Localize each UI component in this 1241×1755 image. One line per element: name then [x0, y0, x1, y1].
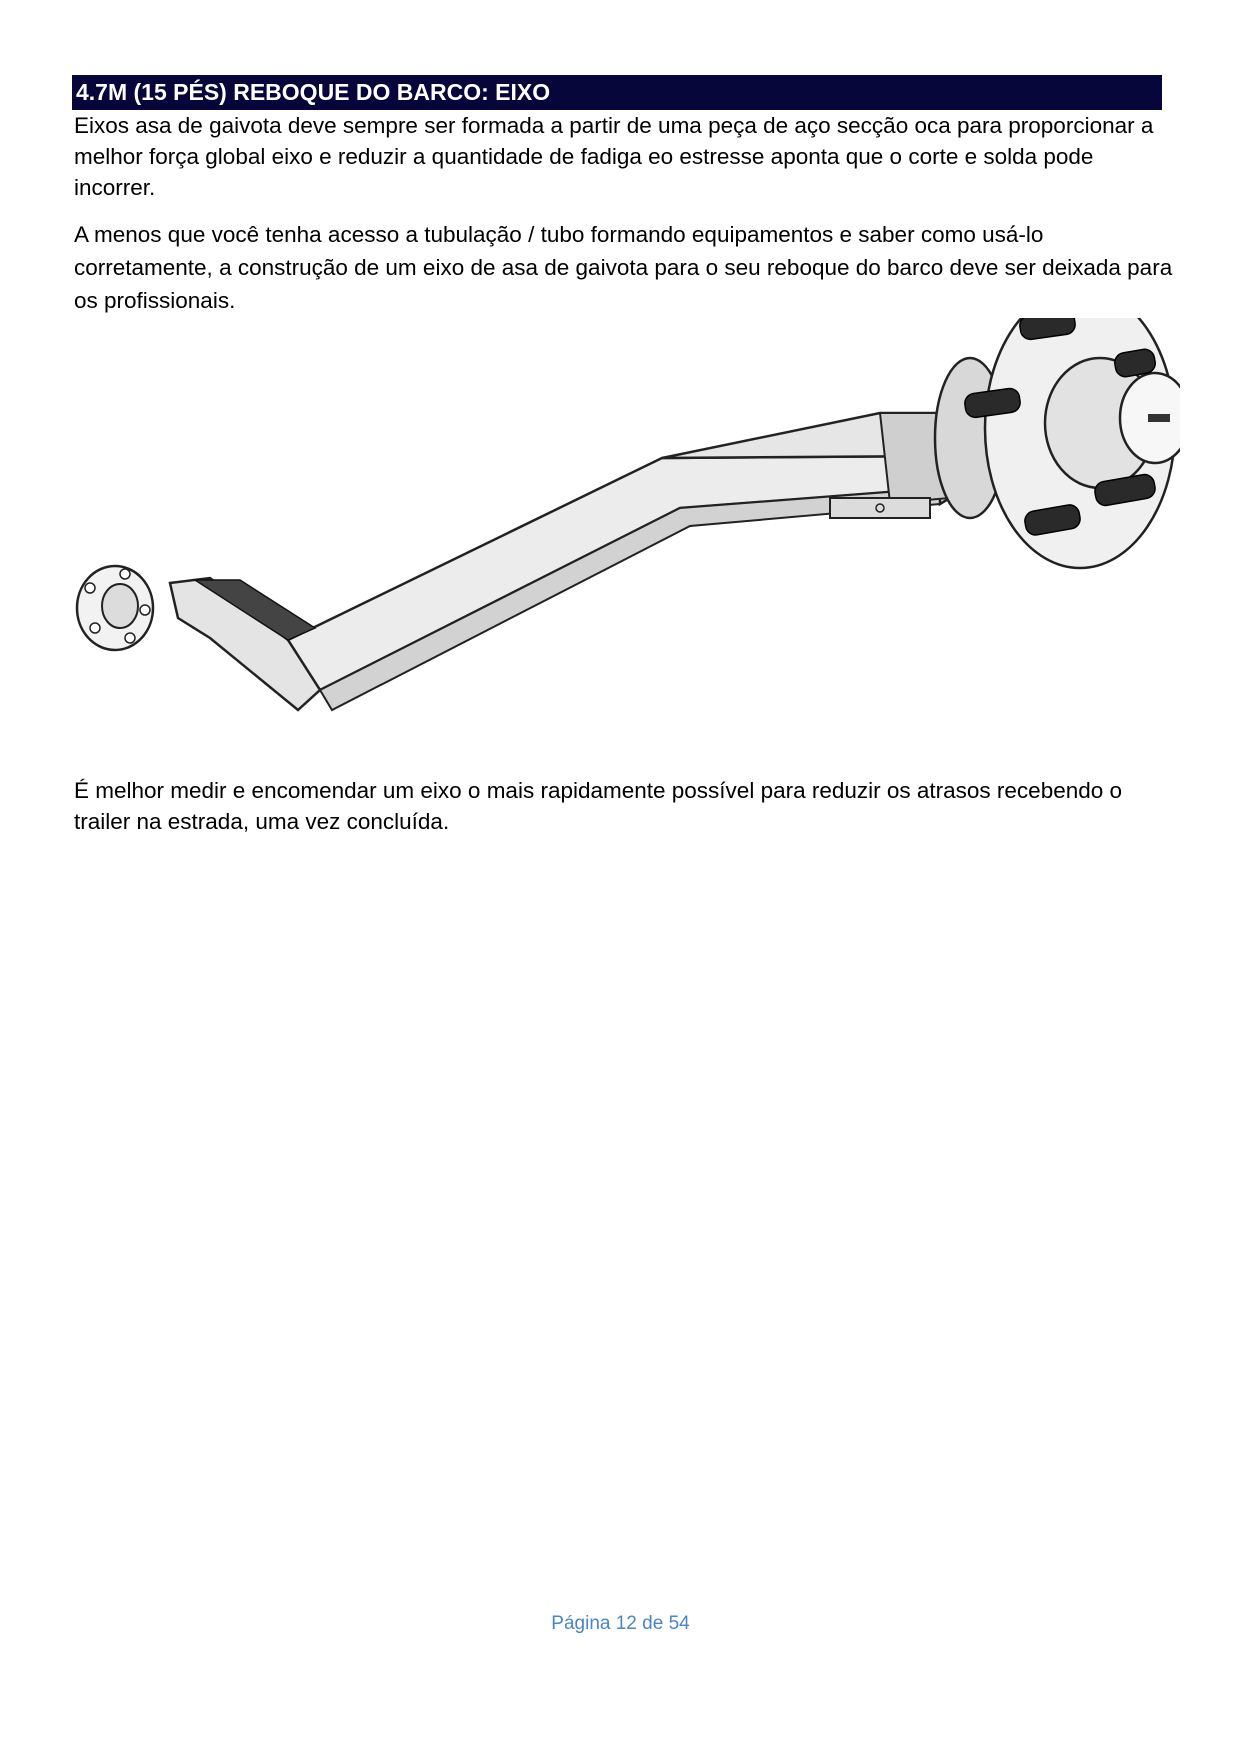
paragraph-2: A menos que você tenha acesso a tubulação / tubo formando equipamentos e saber como usá-lo corretamente, a construção de um eixo de asa de gaivota para o seu reboque do barco deve ser deixada para os profissionais.	[74, 222, 1173, 313]
paragraph-3: É melhor medir e encomendar um eixo o mais rapidamente possível para reduzir os atrasos recebendo o trailer na estrada, uma vez concluída.	[74, 778, 1123, 834]
gull-wing-axle-illustration	[70, 318, 1180, 768]
paragraph-1: Eixos asa de gaivota deve sempre ser formada a partir de uma peça de aço secção oca para proporcionar a melhor força global eixo e reduzir a quantidade de fadiga eo estresse aponta que o corte e solda pode incorrer.	[74, 113, 1154, 200]
spring-mount-bracket	[830, 498, 930, 518]
page-number: Página 12 de 54	[551, 1613, 690, 1634]
axle-beam-diagonal	[288, 456, 940, 690]
section-heading: 4.7M (15 PÉS) REBOQUE DO BARCO: EIXO	[72, 75, 1162, 110]
